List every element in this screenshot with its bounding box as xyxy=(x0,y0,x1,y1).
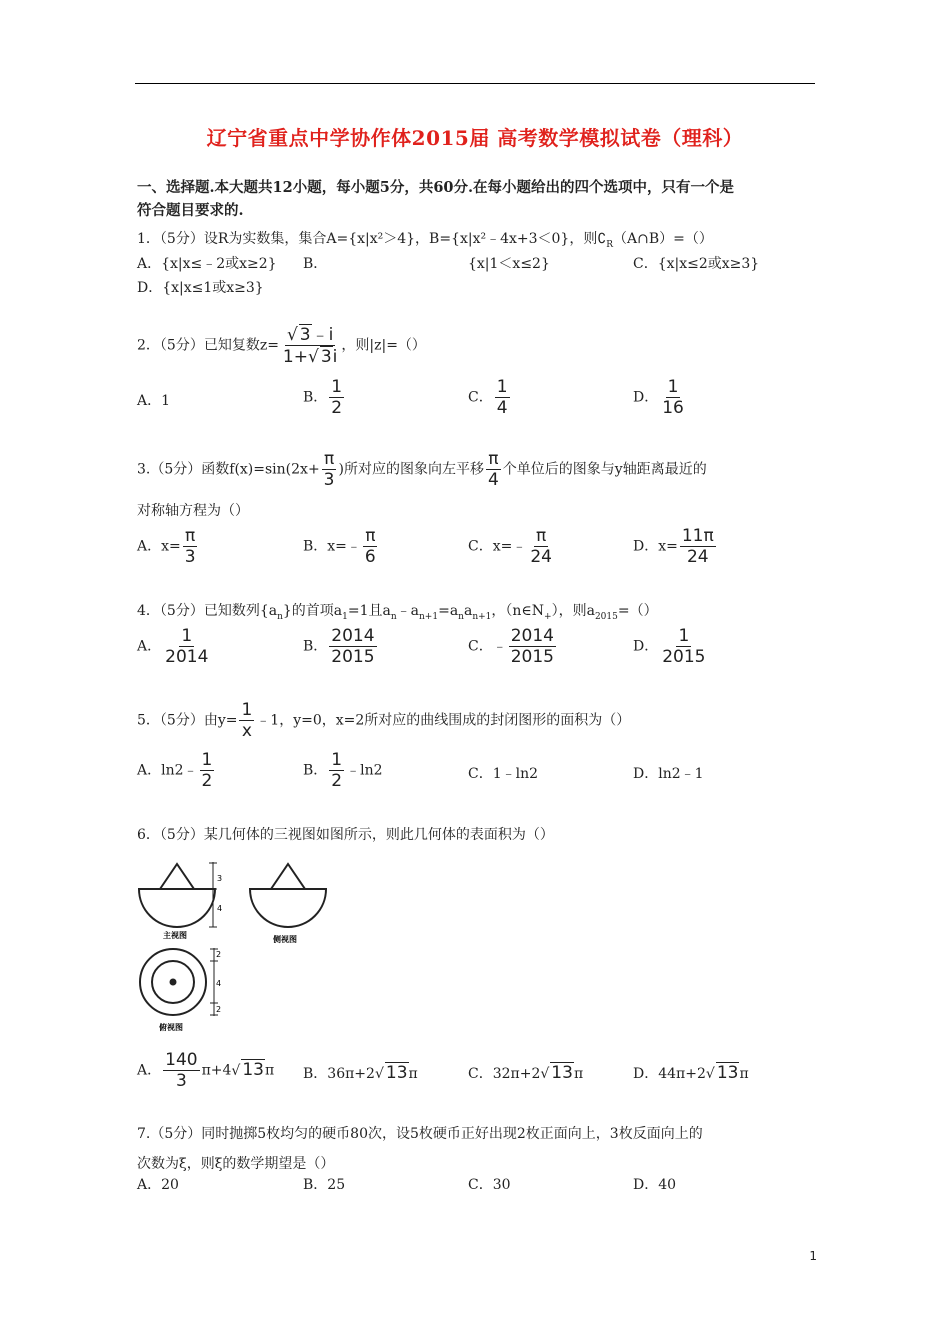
q1-option-a: A．{x|x≤﹣2或x≥2} xyxy=(137,256,277,272)
q1-option-c: C．{x|x≤2或x≥3} xyxy=(633,256,760,272)
top-view xyxy=(140,948,218,1016)
top-view-caption: 俯视图 xyxy=(159,1023,183,1032)
front-view-caption: 主视图 xyxy=(163,931,187,940)
q7-line1: 7.（5分）同时抛掷5枚均匀的硬币80次，设5枚硬币正好出现2枚正面向上，3枚反面向上的 xyxy=(137,1126,703,1142)
q2-option-d: D． $\frac{1}{16}$ xyxy=(633,377,684,418)
q1-option-d: D．{x|x≤1或x≥3} xyxy=(137,280,264,296)
q1-sub: R xyxy=(606,239,614,250)
question-2 xyxy=(137,324,426,367)
page-title: 辽宁省重点中学协作体2015届 高考数学模拟试卷（理科） xyxy=(206,126,744,150)
q5-option-d: D．ln2﹣1 xyxy=(633,766,704,782)
top-rule xyxy=(135,83,815,84)
q4-option-d: D． $\frac{1}{2015}$ xyxy=(633,626,706,667)
question-6: 6．（5分）某几何体的三视图如图所示，则此几何体的表面积为（） xyxy=(137,827,554,843)
q5-option-b: B． $\frac{1}{2}$ ﹣ln2 xyxy=(303,750,383,791)
q3-option-a: A．x= $\frac{\pi}{3}$ xyxy=(137,526,196,567)
q5-option-c: C．1﹣ln2 xyxy=(468,766,539,782)
q2-den-head: 1+ xyxy=(282,347,308,367)
q4-option-a: A． $\frac{1}{2014}$ xyxy=(137,626,209,667)
q7-option-a: A．20 xyxy=(137,1177,179,1193)
q6-option-a: A． $\frac{140}{3}$ π+4√ 13π xyxy=(137,1050,275,1091)
q1-option-b-label: B． xyxy=(303,256,328,272)
side-view xyxy=(250,864,326,927)
q2-num-tail: ﹣i xyxy=(311,325,334,345)
q1-option-b: {x|1＜x≤2} xyxy=(468,256,550,272)
section-heading xyxy=(137,176,817,222)
q2-option-a: A．1 xyxy=(137,393,171,409)
question-1 xyxy=(137,228,713,250)
question-5: 5．（5分）由y= $\frac{1}{x}$ ﹣1，y=0，x=2所对应的曲线围成的封闭图形的面积为（） xyxy=(137,700,631,741)
q2-den-tail: i xyxy=(332,347,338,367)
q7-option-b: B．25 xyxy=(303,1177,346,1193)
top-dim-4: 4 xyxy=(216,979,222,988)
q6-option-c: C．32π+2√ 13π xyxy=(468,1063,584,1083)
q5-option-a: A．ln2﹣ $\frac{1}{2}$ xyxy=(137,750,213,791)
question-3-line2: 对称轴方程为（） xyxy=(137,503,249,519)
q2-option-c: C． $\frac{1}{4}$ xyxy=(468,377,508,418)
q2-num-radicand: 3 xyxy=(299,325,311,345)
question-3-line1: 3.（5分）函数f(x)=sin(2x+ $\frac{\pi}{3}$ )所对应的图象向左平移 $\frac{\pi}{4}$ 个单位后的图象与y轴距离最近的 xyxy=(137,449,707,490)
three-view-figure xyxy=(135,858,335,1038)
q3-option-b: B．x=﹣ $\frac{\pi}{6}$ xyxy=(303,526,376,567)
side-view-caption: 侧视图 xyxy=(273,935,297,944)
q4-option-b: B． $\frac{2014}{2015}$ xyxy=(303,626,375,667)
front-view xyxy=(139,862,217,927)
q1-tail: （A∩B）=（） xyxy=(613,231,713,247)
section-heading-line2: 符合题目要求的. xyxy=(137,202,244,219)
front-dim-3: 3 xyxy=(217,874,223,883)
q2-den-radicand: 3 xyxy=(320,347,332,367)
q4-option-c: C．﹣ $\frac{2014}{2015}$ xyxy=(468,626,554,667)
q6-option-b: B．36π+2√ 13π xyxy=(303,1063,418,1083)
q2-prefix: 2．（5分）已知复数z= xyxy=(137,337,279,354)
q6-option-d: D．44π+2√ 13π xyxy=(633,1063,749,1083)
q7-option-c: C．30 xyxy=(468,1177,511,1193)
q2-option-b: B． $\frac{1}{2}$ xyxy=(303,377,343,418)
q7-line2: 次数为ξ，则ξ的数学期望是（） xyxy=(137,1156,335,1172)
section-heading-line1: 一、选择题.本大题共12小题，每小题5分，共60分.在每小题给出的四个选项中，只有一个是 xyxy=(137,179,735,196)
question-7 xyxy=(137,1119,817,1179)
top-dim-2b: 2 xyxy=(216,1005,222,1014)
q3-option-c: C．x=﹣ $\frac{\pi}{24}$ xyxy=(468,526,552,567)
top-dim-2a: 2 xyxy=(216,950,222,959)
q2-suffix: ，则|z|=（） xyxy=(341,337,426,354)
q3-option-d: D．x= $\frac{11\pi}{24}$ xyxy=(633,526,714,567)
q1-text: 1．（5分）设R为实数集，集合A={x|x²＞4}，B={x|x²﹣4x+3＜0}，则∁ xyxy=(137,231,607,247)
question-4: 4．（5分）已知数列$\{a_n\}$的首项$a_1=1$且$a_n﹣a_{n+1}=a_na_{n+1}$，$(n\in N_+)$，则$a_{2015}=()$ xyxy=(137,603,658,622)
q2-fraction: $\frac{√ 3﹣i}{1+√ 3i}$ xyxy=(282,325,338,367)
page-number: 1 xyxy=(809,1249,817,1263)
front-dim-4: 4 xyxy=(217,904,223,913)
q7-option-d: D．40 xyxy=(633,1177,677,1193)
